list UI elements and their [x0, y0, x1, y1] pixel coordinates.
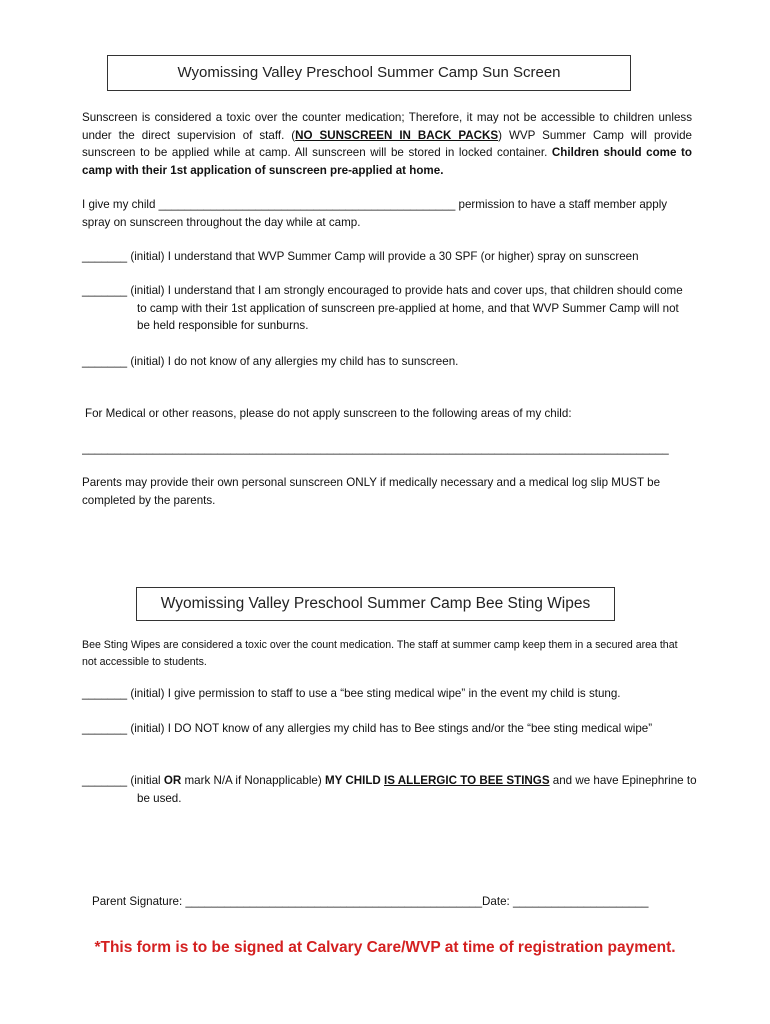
sunscreen-intro: Sunscreen is considered a toxic over the counter medication; Therefore, it may not be accessible to children unless under the direct supervision of staff. (NO SUNSCREEN IN BACK PACKS) WVP Summer Camp will provide sunscreen to be applied while at camp. All sunscreen will be stored in locked container. Children should come to camp with their 1st application of sunscreen pre-applied at home. — [82, 111, 692, 177]
sunscreen-section-title: Wyomissing Valley Preschool Summer Camp Sun Screen — [107, 55, 631, 91]
bee-initial-permission: _______ (initial) I give permission to staff to use a “bee sting medical wipe” in the event my child is stung. — [82, 687, 621, 700]
parent-signature-line[interactable]: Parent Signature: ______________________________________________Date: _____________________ — [92, 895, 649, 908]
medical-areas-line: ___________________________________________________________________________________________ — [82, 442, 669, 455]
sunscreen-permission: I give my child ______________________________________________ permission to have a staff member apply spray on sunscreen throughout the day while at camp. — [82, 198, 668, 229]
registration-notice: *This form is to be signed at Calvary Care/WVP at time of registration payment. — [94, 939, 676, 956]
sunscreen-parents-note: Parents may provide their own personal sunscreen ONLY if medically necessary and a medical log slip MUST be completed by the parents. — [82, 476, 661, 507]
bee-initial-no-allergies: _______ (initial) I DO NOT know of any allergies my child has to Bee stings and/or the “bee sting medical wipe” — [82, 722, 653, 735]
bee-intro: Bee Sting Wipes are considered a toxic over the count medication. The staff at summer camp keep them in a secured area that not accessible to students. — [82, 639, 678, 668]
sunscreen-initial-allergies: _______ (initial) I do not know of any allergies my child has to sunscreen. — [82, 355, 459, 368]
sunscreen-medical-areas: For Medical or other reasons, please do not apply sunscreen to the following areas of my child: — [85, 407, 572, 420]
sunscreen-initial-spf: _______ (initial) I understand that WVP Summer Camp will provide a 30 SPF (or higher) spray on sunscreen — [82, 250, 639, 263]
bee-initial-allergic: _______ (initial OR mark N/A if Nonapplicable) MY CHILD IS ALLERGIC TO BEE STINGS and we have Epinephrine to be used. — [82, 774, 697, 805]
bee-section-title: Wyomissing Valley Preschool Summer Camp Bee Sting Wipes — [136, 587, 615, 621]
sunscreen-initial-hats: _______ (initial) I understand that I am strongly encouraged to provide hats and cover ups, that children should come to camp with their 1st application of sunscreen pre-applied at home, and that WVP Summer Camp will not be held responsible for sunburns. — [82, 284, 683, 332]
